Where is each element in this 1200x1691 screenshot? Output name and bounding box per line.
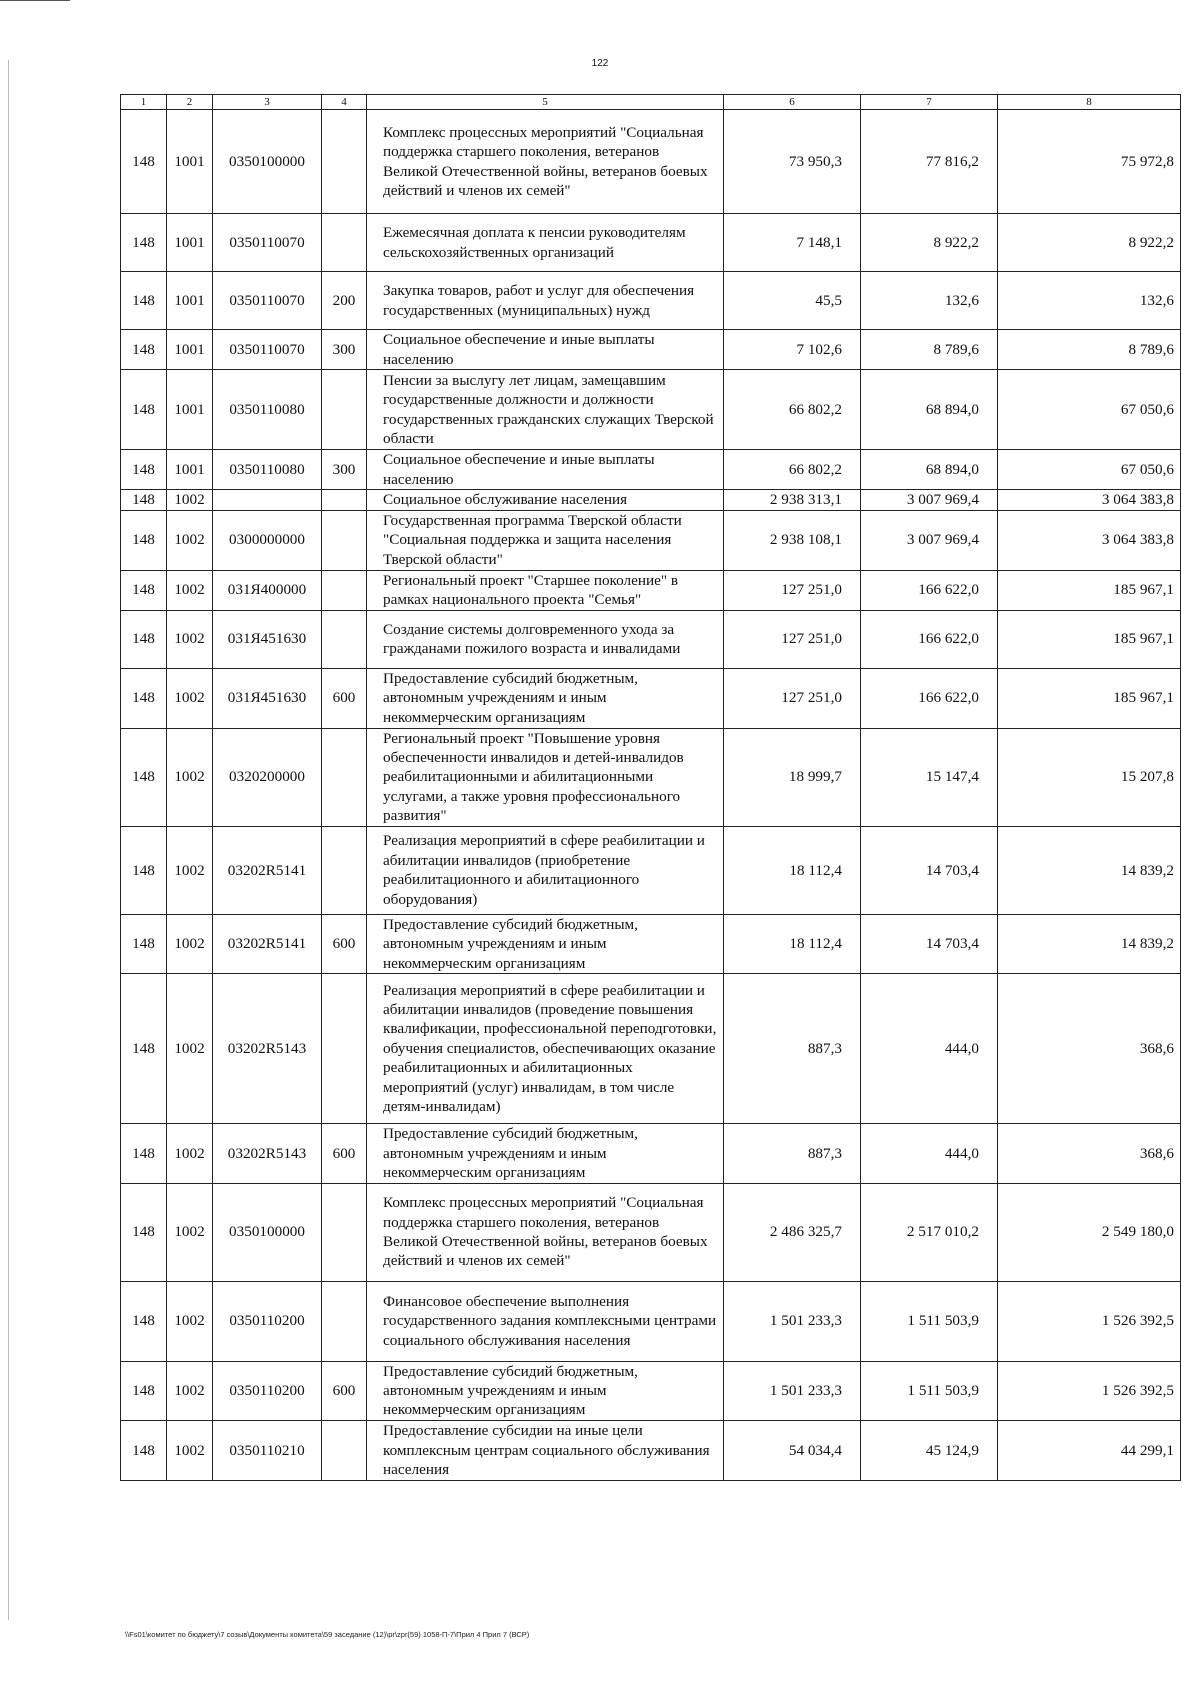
expense-type-cell bbox=[322, 370, 367, 450]
amount-col8-cell: 1 526 392,5 bbox=[998, 1281, 1181, 1361]
target-article-cell bbox=[213, 490, 322, 510]
amount-col8-cell: 8 922,2 bbox=[998, 214, 1181, 272]
table-row bbox=[121, 1420, 1181, 1480]
section-code-cell: 1002 bbox=[167, 826, 213, 914]
amount-col8-cell: 3 064 383,8 bbox=[998, 510, 1181, 570]
amount-col7-cell: 444,0 bbox=[861, 1124, 998, 1183]
amount-col8-cell: 8 789,6 bbox=[998, 330, 1181, 370]
description-cell: Предоставление субсидий бюджетным, автономным учреждениям и иным некоммерческим организациям bbox=[367, 668, 724, 728]
amount-col7-cell: 68 894,0 bbox=[861, 450, 998, 490]
table-row bbox=[121, 1281, 1181, 1361]
target-article-cell: 0350110080 bbox=[213, 450, 322, 490]
target-article-cell: 0350110200 bbox=[213, 1361, 322, 1420]
amount-col7-cell: 14 703,4 bbox=[861, 826, 998, 914]
amount-col7-cell: 77 816,2 bbox=[861, 110, 998, 214]
table-row bbox=[121, 1183, 1181, 1281]
amount-col7-cell: 3 007 969,4 bbox=[861, 510, 998, 570]
section-code-cell: 1001 bbox=[167, 330, 213, 370]
amount-col8-cell: 14 839,2 bbox=[998, 914, 1181, 973]
admin-code-cell: 148 bbox=[121, 1420, 167, 1480]
description-cell: Предоставление субсидии на иные цели комплексным центрам социального обслуживания населения bbox=[367, 1420, 724, 1480]
target-article-cell: 031Я451630 bbox=[213, 610, 322, 668]
section-code-cell: 1002 bbox=[167, 728, 213, 826]
table-row bbox=[121, 610, 1181, 668]
section-code-cell: 1001 bbox=[167, 450, 213, 490]
target-article-cell: 03202R5143 bbox=[213, 974, 322, 1124]
table-row bbox=[121, 370, 1181, 450]
description-cell: Региональный проект "Повышение уровня обеспеченности инвалидов и детей-инвалидов реабилитационными и абилитационными услугами, а также уровня профессионального развития" bbox=[367, 728, 724, 826]
amount-col8-cell: 2 549 180,0 bbox=[998, 1183, 1181, 1281]
amount-col6-cell: 66 802,2 bbox=[724, 370, 861, 450]
table-row bbox=[121, 826, 1181, 914]
admin-code-cell: 148 bbox=[121, 510, 167, 570]
col-header-4: 4 bbox=[322, 95, 367, 110]
description-cell: Предоставление субсидий бюджетным, автономным учреждениям и иным некоммерческим организациям bbox=[367, 1124, 724, 1183]
amount-col6-cell: 127 251,0 bbox=[724, 570, 861, 610]
expense-type-cell bbox=[322, 214, 367, 272]
amount-col8-cell: 44 299,1 bbox=[998, 1420, 1181, 1480]
amount-col6-cell: 1 501 233,3 bbox=[724, 1281, 861, 1361]
scan-mark-left-edge bbox=[8, 60, 9, 1620]
admin-code-cell: 148 bbox=[121, 668, 167, 728]
section-code-cell: 1001 bbox=[167, 214, 213, 272]
table-row bbox=[121, 1124, 1181, 1183]
admin-code-cell: 148 bbox=[121, 272, 167, 330]
admin-code-cell: 148 bbox=[121, 1183, 167, 1281]
col-header-6: 6 bbox=[724, 95, 861, 110]
admin-code-cell: 148 bbox=[121, 450, 167, 490]
admin-code-cell: 148 bbox=[121, 214, 167, 272]
section-code-cell: 1002 bbox=[167, 1183, 213, 1281]
amount-col6-cell: 45,5 bbox=[724, 272, 861, 330]
description-cell: Предоставление субсидий бюджетным, автономным учреждениям и иным некоммерческим организациям bbox=[367, 1361, 724, 1420]
target-article-cell: 031Я451630 bbox=[213, 668, 322, 728]
table-row bbox=[121, 728, 1181, 826]
admin-code-cell: 148 bbox=[121, 826, 167, 914]
expense-type-cell bbox=[322, 510, 367, 570]
amount-col8-cell: 185 967,1 bbox=[998, 610, 1181, 668]
expense-type-cell: 300 bbox=[322, 450, 367, 490]
section-code-cell: 1001 bbox=[167, 370, 213, 450]
target-article-cell: 0350100000 bbox=[213, 1183, 322, 1281]
amount-col7-cell: 45 124,9 bbox=[861, 1420, 998, 1480]
description-cell: Закупка товаров, работ и услуг для обеспечения государственных (муниципальных) нужд bbox=[367, 272, 724, 330]
amount-col6-cell: 2 938 108,1 bbox=[724, 510, 861, 570]
amount-col6-cell: 18 999,7 bbox=[724, 728, 861, 826]
section-code-cell: 1002 bbox=[167, 668, 213, 728]
expense-type-cell bbox=[322, 728, 367, 826]
description-cell: Финансовое обеспечение выполнения государственного задания комплексными центрами социального обслуживания населения bbox=[367, 1281, 724, 1361]
admin-code-cell: 148 bbox=[121, 370, 167, 450]
col-header-2: 2 bbox=[167, 95, 213, 110]
amount-col8-cell: 67 050,6 bbox=[998, 450, 1181, 490]
admin-code-cell: 148 bbox=[121, 1361, 167, 1420]
amount-col7-cell: 68 894,0 bbox=[861, 370, 998, 450]
amount-col8-cell: 75 972,8 bbox=[998, 110, 1181, 214]
amount-col6-cell: 1 501 233,3 bbox=[724, 1361, 861, 1420]
expense-type-cell bbox=[322, 1420, 367, 1480]
amount-col6-cell: 2 486 325,7 bbox=[724, 1183, 861, 1281]
amount-col8-cell: 185 967,1 bbox=[998, 570, 1181, 610]
table-row bbox=[121, 510, 1181, 570]
expense-type-cell bbox=[322, 610, 367, 668]
description-cell: Государственная программа Тверской области "Социальная поддержка и защита населения Тверской области" bbox=[367, 510, 724, 570]
target-article-cell: 031Я400000 bbox=[213, 570, 322, 610]
amount-col7-cell: 14 703,4 bbox=[861, 914, 998, 973]
amount-col8-cell: 185 967,1 bbox=[998, 668, 1181, 728]
admin-code-cell: 148 bbox=[121, 1281, 167, 1361]
target-article-cell: 0350110080 bbox=[213, 370, 322, 450]
budget-table bbox=[120, 94, 1181, 1481]
target-article-cell: 0350110070 bbox=[213, 214, 322, 272]
target-article-cell: 03202R5141 bbox=[213, 826, 322, 914]
amount-col8-cell: 368,6 bbox=[998, 974, 1181, 1124]
scan-mark-top-left bbox=[0, 0, 70, 1]
admin-code-cell: 148 bbox=[121, 610, 167, 668]
admin-code-cell: 148 bbox=[121, 914, 167, 973]
target-article-cell: 0350110200 bbox=[213, 1281, 322, 1361]
description-cell: Региональный проект "Старшее поколение" в рамках национального проекта "Семья" bbox=[367, 570, 724, 610]
amount-col7-cell: 444,0 bbox=[861, 974, 998, 1124]
amount-col8-cell: 1 526 392,5 bbox=[998, 1361, 1181, 1420]
expense-type-cell: 200 bbox=[322, 272, 367, 330]
amount-col7-cell: 8 789,6 bbox=[861, 330, 998, 370]
section-code-cell: 1001 bbox=[167, 272, 213, 330]
table-row bbox=[121, 450, 1181, 490]
admin-code-cell: 148 bbox=[121, 570, 167, 610]
target-article-cell: 0320200000 bbox=[213, 728, 322, 826]
expense-type-cell bbox=[322, 110, 367, 214]
amount-col6-cell: 887,3 bbox=[724, 974, 861, 1124]
section-code-cell: 1002 bbox=[167, 1281, 213, 1361]
description-cell: Комплекс процессных мероприятий "Социальная поддержка старшего поколения, ветеранов Великой Отечественной войны, ветеранов боевых действий и членов их семей" bbox=[367, 1183, 724, 1281]
amount-col6-cell: 887,3 bbox=[724, 1124, 861, 1183]
target-article-cell: 0350100000 bbox=[213, 110, 322, 214]
admin-code-cell: 148 bbox=[121, 110, 167, 214]
amount-col8-cell: 132,6 bbox=[998, 272, 1181, 330]
amount-col7-cell: 166 622,0 bbox=[861, 610, 998, 668]
section-code-cell: 1002 bbox=[167, 510, 213, 570]
amount-col8-cell: 67 050,6 bbox=[998, 370, 1181, 450]
description-cell: Пенсии за выслугу лет лицам, замещавшим государственные должности и должности государственных гражданских служащих Тверской области bbox=[367, 370, 724, 450]
table-row bbox=[121, 490, 1181, 510]
table-body bbox=[121, 110, 1181, 1481]
col-header-5: 5 bbox=[367, 95, 724, 110]
amount-col6-cell: 18 112,4 bbox=[724, 826, 861, 914]
description-cell: Реализация мероприятий в сфере реабилитации и абилитации инвалидов (проведение повышения квалификации, профессиональной переподготовки, обучения специалистов, обеспечивающих оказание реабилитационных и абилитационных мероприятий (услуг) инвалидам, в том числе детям-инвалидам) bbox=[367, 974, 724, 1124]
expense-type-cell bbox=[322, 1183, 367, 1281]
amount-col7-cell: 166 622,0 bbox=[861, 570, 998, 610]
admin-code-cell: 148 bbox=[121, 330, 167, 370]
expense-type-cell: 300 bbox=[322, 330, 367, 370]
section-code-cell: 1002 bbox=[167, 914, 213, 973]
expense-type-cell: 600 bbox=[322, 1361, 367, 1420]
admin-code-cell: 148 bbox=[121, 490, 167, 510]
target-article-cell: 0350110070 bbox=[213, 272, 322, 330]
section-code-cell: 1002 bbox=[167, 1420, 213, 1480]
section-code-cell: 1002 bbox=[167, 1124, 213, 1183]
section-code-cell: 1002 bbox=[167, 610, 213, 668]
section-code-cell: 1002 bbox=[167, 1361, 213, 1420]
amount-col6-cell: 127 251,0 bbox=[724, 610, 861, 668]
amount-col8-cell: 368,6 bbox=[998, 1124, 1181, 1183]
description-cell: Предоставление субсидий бюджетным, автономным учреждениям и иным некоммерческим организациям bbox=[367, 914, 724, 973]
amount-col7-cell: 1 511 503,9 bbox=[861, 1361, 998, 1420]
description-cell: Ежемесячная доплата к пенсии руководителям сельскохозяйственных организаций bbox=[367, 214, 724, 272]
table-row bbox=[121, 330, 1181, 370]
table-row bbox=[121, 1361, 1181, 1420]
target-article-cell: 0300000000 bbox=[213, 510, 322, 570]
table-row bbox=[121, 272, 1181, 330]
description-cell: Создание системы долговременного ухода за гражданами пожилого возраста и инвалидами bbox=[367, 610, 724, 668]
table-row bbox=[121, 974, 1181, 1124]
amount-col6-cell: 66 802,2 bbox=[724, 450, 861, 490]
section-code-cell: 1002 bbox=[167, 490, 213, 510]
description-cell: Социальное обеспечение и иные выплаты населению bbox=[367, 450, 724, 490]
expense-type-cell: 600 bbox=[322, 668, 367, 728]
section-code-cell: 1001 bbox=[167, 110, 213, 214]
target-article-cell: 0350110210 bbox=[213, 1420, 322, 1480]
admin-code-cell: 148 bbox=[121, 1124, 167, 1183]
section-code-cell: 1002 bbox=[167, 570, 213, 610]
description-cell: Социальное обслуживание населения bbox=[367, 490, 724, 510]
expense-type-cell bbox=[322, 1281, 367, 1361]
description-cell: Реализация мероприятий в сфере реабилитации и абилитации инвалидов (приобретение реабилитационного и абилитационного оборудования) bbox=[367, 826, 724, 914]
page-number: 122 bbox=[591, 58, 609, 69]
amount-col6-cell: 7 102,6 bbox=[724, 330, 861, 370]
table-row bbox=[121, 110, 1181, 214]
column-number-header bbox=[121, 95, 1181, 110]
expense-type-cell bbox=[322, 826, 367, 914]
col-header-7: 7 bbox=[861, 95, 998, 110]
amount-col6-cell: 18 112,4 bbox=[724, 914, 861, 973]
col-header-1: 1 bbox=[121, 95, 167, 110]
table-row bbox=[121, 570, 1181, 610]
amount-col6-cell: 2 938 313,1 bbox=[724, 490, 861, 510]
admin-code-cell: 148 bbox=[121, 974, 167, 1124]
amount-col7-cell: 132,6 bbox=[861, 272, 998, 330]
section-code-cell: 1002 bbox=[167, 974, 213, 1124]
table-row bbox=[121, 214, 1181, 272]
amount-col8-cell: 3 064 383,8 bbox=[998, 490, 1181, 510]
amount-col7-cell: 2 517 010,2 bbox=[861, 1183, 998, 1281]
expense-type-cell bbox=[322, 974, 367, 1124]
expense-type-cell: 600 bbox=[322, 1124, 367, 1183]
target-article-cell: 03202R5143 bbox=[213, 1124, 322, 1183]
expense-type-cell bbox=[322, 490, 367, 510]
amount-col7-cell: 166 622,0 bbox=[861, 668, 998, 728]
description-cell: Комплекс процессных мероприятий "Социальная поддержка старшего поколения, ветеранов Великой Отечественной войны, ветеранов боевых действий и членов их семей" bbox=[367, 110, 724, 214]
expense-type-cell: 600 bbox=[322, 914, 367, 973]
amount-col7-cell: 8 922,2 bbox=[861, 214, 998, 272]
amount-col7-cell: 3 007 969,4 bbox=[861, 490, 998, 510]
col-header-8: 8 bbox=[998, 95, 1181, 110]
amount-col8-cell: 14 839,2 bbox=[998, 826, 1181, 914]
amount-col6-cell: 54 034,4 bbox=[724, 1420, 861, 1480]
table-row bbox=[121, 668, 1181, 728]
admin-code-cell: 148 bbox=[121, 728, 167, 826]
amount-col6-cell: 7 148,1 bbox=[724, 214, 861, 272]
amount-col6-cell: 127 251,0 bbox=[724, 668, 861, 728]
target-article-cell: 0350110070 bbox=[213, 330, 322, 370]
table-row bbox=[121, 914, 1181, 973]
amount-col6-cell: 73 950,3 bbox=[724, 110, 861, 214]
col-header-3: 3 bbox=[213, 95, 322, 110]
footer-file-path: \\Fs01\комитет по бюджету\7 созыв\Документы комитета\59 заседание (12)\pr\zpr(59) 1058-П-7\Прил 4 Прил 7 (ВСР) bbox=[125, 1630, 530, 1639]
amount-col7-cell: 1 511 503,9 bbox=[861, 1281, 998, 1361]
amount-col8-cell: 15 207,8 bbox=[998, 728, 1181, 826]
amount-col7-cell: 15 147,4 bbox=[861, 728, 998, 826]
target-article-cell: 03202R5141 bbox=[213, 914, 322, 973]
description-cell: Социальное обеспечение и иные выплаты населению bbox=[367, 330, 724, 370]
expense-type-cell bbox=[322, 570, 367, 610]
